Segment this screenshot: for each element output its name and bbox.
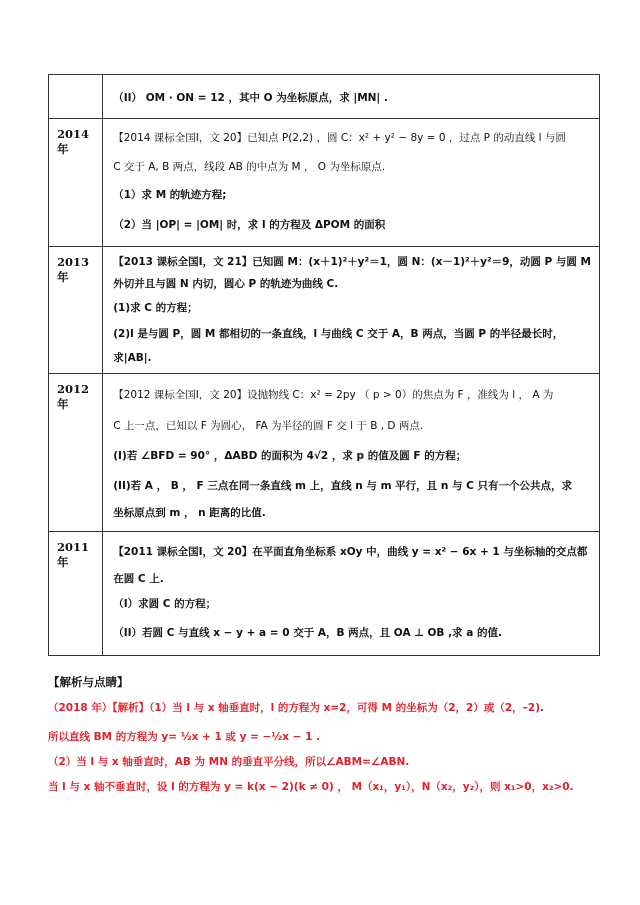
question-line: 在圆 C 上. (113, 573, 164, 585)
question-line: （1）求 M 的轨迹方程; (113, 189, 227, 201)
analysis-notes (48, 674, 608, 802)
year-cell: 2013 年 (49, 247, 103, 374)
question-cell (103, 75, 600, 119)
question-line: 【2014 课标全国Ⅰ，文 20】已知点 P(2,2) ，圆 C：x² + y² − 8y = 0 ，过点 P 的动直线 l 与圆 (113, 132, 566, 144)
year-cell: 2014 年 (49, 119, 103, 247)
table-row (49, 247, 600, 374)
year-cell: 2012 年 (49, 374, 103, 532)
question-line: （II） OM · ON = 12 ，其中 O 为坐标原点，求 |MN| . (113, 92, 388, 104)
question-line: 外切并且与圆 N 内切，圆心 P 的轨迹为曲线 C. (113, 278, 339, 290)
question-cell (103, 119, 600, 247)
table-row (49, 75, 600, 119)
notes-heading: 【解析与点睛】 (48, 675, 129, 689)
question-line: （I）求圆 C 的方程； (113, 598, 217, 610)
notes-line: 所以直线 BM 的方程为 y= ½x + 1 或 y = −½x − 1 . (48, 731, 321, 743)
notes-line: （2）当 l 与 x 轴垂直时，AB 为 MN 的垂直平分线，所以∠ABM=∠ABN. (48, 756, 410, 768)
question-line: (1)求 C 的方程； (113, 302, 198, 314)
question-line: (I)若 ∠BFD = 90° ，ΔABD 的面积为 4√2 ，求 p 的值及圆 F 的方程； (113, 450, 467, 462)
question-cell (103, 532, 600, 656)
notes-line: 当 l 与 x 轴不垂直时，设 l 的方程为 y = k(x − 2)(k ≠ 0) ， M（x₁，y₁），N（x₂，y₂），则 x₁>0，x₂>0. (48, 781, 574, 793)
question-line: 【2013 课标全国Ⅰ，文 21】已知圆 M：(x＋1)²＋y²＝1，圆 N：(x－1)²＋y²＝9，动圆 P 与圆 M (113, 256, 591, 268)
question-line: （2）当 |OP| = |OM| 时，求 l 的方程及 ΔPOM 的面积 (113, 219, 386, 231)
question-line: 求|AB|. (113, 352, 152, 364)
notes-line: （2018 年）【解析】（1）当 l 与 x 轴垂直时，l 的方程为 x=2，可得 M 的坐标为（2，2）或（2，–2). (48, 702, 544, 714)
question-line: 【2011 课标全国Ⅰ，文 20】在平面直角坐标系 xOy 中，曲线 y = x² − 6x + 1 与坐标轴的交点都 (113, 546, 588, 558)
table-row (49, 532, 600, 656)
question-cell (103, 374, 600, 532)
question-line: (2)l 是与圆 P，圆 M 都相切的一条直线，l 与曲线 C 交于 A，B 两点，当圆 P 的半径最长时， (113, 328, 564, 340)
question-line: 坐标原点到 m ， n 距离的比值. (113, 507, 266, 519)
exam-questions-table (48, 74, 600, 656)
question-line: （II）若圆 C 与直线 x − y + a = 0 交于 A，B 两点，且 OA ⊥ OB ,求 a 的值. (113, 627, 502, 639)
year-cell (49, 75, 103, 119)
question-cell (103, 247, 600, 374)
question-line: 【2012 课标全国Ⅰ，文 20】设抛物线 C：x² = 2py （ p > 0）的焦点为 F ，准线为 l ， A 为 (113, 389, 554, 401)
table-row (49, 119, 600, 247)
question-line: C 上一点，已知以 F 为圆心， FA 为半径的圆 F 交 l 于 B , D 两点. (113, 420, 424, 432)
question-line: C 交于 A, B 两点，线段 AB 的中点为 M ， O 为坐标原点. (113, 161, 386, 173)
table-row (49, 374, 600, 532)
question-line: (II)若 A ， B ， F 三点在同一条直线 m 上，直线 n 与 m 平行，且 n 与 C 只有一个公共点，求 (113, 480, 572, 492)
year-cell: 2011 年 (49, 532, 103, 656)
